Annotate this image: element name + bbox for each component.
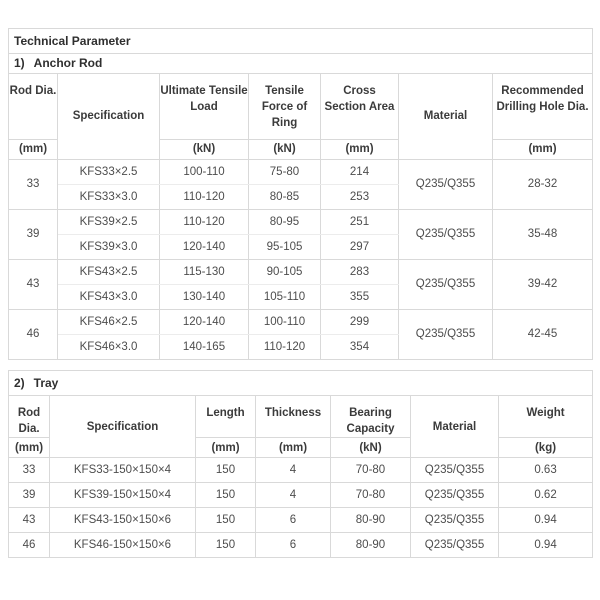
cell-load: 100-110 [160,160,249,185]
cell-spec: KFS46×2.5 [58,310,160,335]
cell-material: Q235/Q355 [411,483,499,508]
cell-load: 140-165 [160,335,249,360]
cell-thickness: 4 [256,483,331,508]
unit-weight: (kg) [499,438,593,458]
cell-rod-dia: 33 [9,458,50,483]
cell-area: 355 [321,285,399,310]
unit-force: (kN) [249,140,321,160]
cell-area: 253 [321,185,399,210]
cell-drill-dia: 28-32 [493,160,593,210]
anchor-rod-table [8,28,593,360]
col-length: Length [196,396,256,438]
col-recommended-drilling-hole-dia: Recommended Drilling Hole Dia. [493,74,593,140]
cell-bearing: 70-80 [331,483,411,508]
section-number: 1) [14,56,25,71]
cell-area: 214 [321,160,399,185]
unit-load: (kN) [160,140,249,160]
cell-bearing: 80-90 [331,533,411,558]
tray-header-label-row [9,396,593,438]
cell-load: 120-140 [160,310,249,335]
cell-rod-dia: 46 [9,533,50,558]
unit-area: (mm) [321,140,399,160]
cell-spec: KFS39×2.5 [58,210,160,235]
cell-rod-dia: 43 [9,508,50,533]
col-ultimate-tensile-load: Ultimate Tensile Load [160,74,249,140]
col-rod-dia: Rod Dia. [9,74,58,140]
cell-spec: KFS43×2.5 [58,260,160,285]
section-anchor-rod-row [9,54,593,74]
section-tray [9,371,593,396]
cell-spec: KFS43-150×150×6 [50,508,196,533]
cell-area: 297 [321,235,399,260]
cell-spec: KFS39×3.0 [58,235,160,260]
cell-material: Q235/Q355 [399,260,493,310]
cell-drill-dia: 35-48 [493,210,593,260]
table-row [9,260,593,285]
cell-length: 150 [196,483,256,508]
unit-rod-dia: (mm) [9,140,58,160]
cell-drill-dia: 42-45 [493,310,593,360]
cell-material: Q235/Q355 [399,310,493,360]
cell-rod-dia: 39 [9,483,50,508]
cell-bearing: 70-80 [331,458,411,483]
cell-load: 120-140 [160,235,249,260]
cell-rod-dia: 46 [9,310,58,360]
col-material: Material [399,74,493,160]
cell-thickness: 4 [256,458,331,483]
cell-material: Q235/Q355 [399,160,493,210]
cell-bearing: 80-90 [331,508,411,533]
col-thickness: Thickness [256,396,331,438]
table-row [9,210,593,235]
page-title: Technical Parameter [9,29,593,54]
cell-length: 150 [196,508,256,533]
table-row [9,160,593,185]
cell-rod-dia: 39 [9,210,58,260]
cell-length: 150 [196,533,256,558]
cell-spec: KFS46-150×150×6 [50,533,196,558]
unit-length: (mm) [196,438,256,458]
table-title-row [9,29,593,54]
col-tensile-force-of-ring: Tensile Force of Ring [249,74,321,140]
cell-force: 80-95 [249,210,321,235]
cell-material: Q235/Q355 [399,210,493,260]
cell-spec: KFS43×3.0 [58,285,160,310]
col-material: Material [411,396,499,458]
section-label: Tray [33,375,59,390]
cell-load: 130-140 [160,285,249,310]
cell-force: 110-120 [249,335,321,360]
section-label: Anchor Rod [33,56,103,71]
col-cross-section-area: Cross Section Area [321,74,399,140]
cell-rod-dia: 33 [9,160,58,210]
col-weight: Weight [499,396,593,438]
cell-thickness: 6 [256,533,331,558]
cell-thickness: 6 [256,508,331,533]
cell-area: 299 [321,310,399,335]
table-row [9,483,593,508]
cell-weight: 0.63 [499,458,593,483]
cell-material: Q235/Q355 [411,533,499,558]
cell-spec: KFS39-150×150×4 [50,483,196,508]
cell-force: 100-110 [249,310,321,335]
section-tray-row [9,371,593,396]
cell-area: 354 [321,335,399,360]
cell-material: Q235/Q355 [411,458,499,483]
cell-force: 75-80 [249,160,321,185]
unit-drill-dia: (mm) [493,140,593,160]
cell-weight: 0.94 [499,533,593,558]
section-anchor-rod [9,54,593,74]
col-specification: Specification [50,396,196,458]
col-specification: Specification [58,74,160,160]
cell-area: 251 [321,210,399,235]
unit-thickness: (mm) [256,438,331,458]
cell-spec: KFS33-150×150×4 [50,458,196,483]
col-rod-dia: Rod Dia. [9,396,50,438]
cell-spec: KFS33×2.5 [58,160,160,185]
table-row [9,310,593,335]
cell-load: 110-120 [160,185,249,210]
table-row [9,508,593,533]
unit-rod-dia: (mm) [9,438,50,458]
cell-weight: 0.62 [499,483,593,508]
table-row [9,533,593,558]
cell-load: 110-120 [160,210,249,235]
cell-force: 90-105 [249,260,321,285]
cell-weight: 0.94 [499,508,593,533]
cell-spec: KFS33×3.0 [58,185,160,210]
cell-length: 150 [196,458,256,483]
tray-table [8,370,593,558]
cell-area: 283 [321,260,399,285]
cell-load: 115-130 [160,260,249,285]
cell-spec: KFS46×3.0 [58,335,160,360]
section-number: 2) [14,375,25,390]
col-bearing-capacity: Bearing Capacity [331,396,411,438]
cell-force: 105-110 [249,285,321,310]
cell-force: 80-85 [249,185,321,210]
cell-drill-dia: 39-42 [493,260,593,310]
anchor-header-label-row [9,74,593,140]
cell-rod-dia: 43 [9,260,58,310]
cell-force: 95-105 [249,235,321,260]
table-row [9,458,593,483]
unit-bearing: (kN) [331,438,411,458]
cell-material: Q235/Q355 [411,508,499,533]
